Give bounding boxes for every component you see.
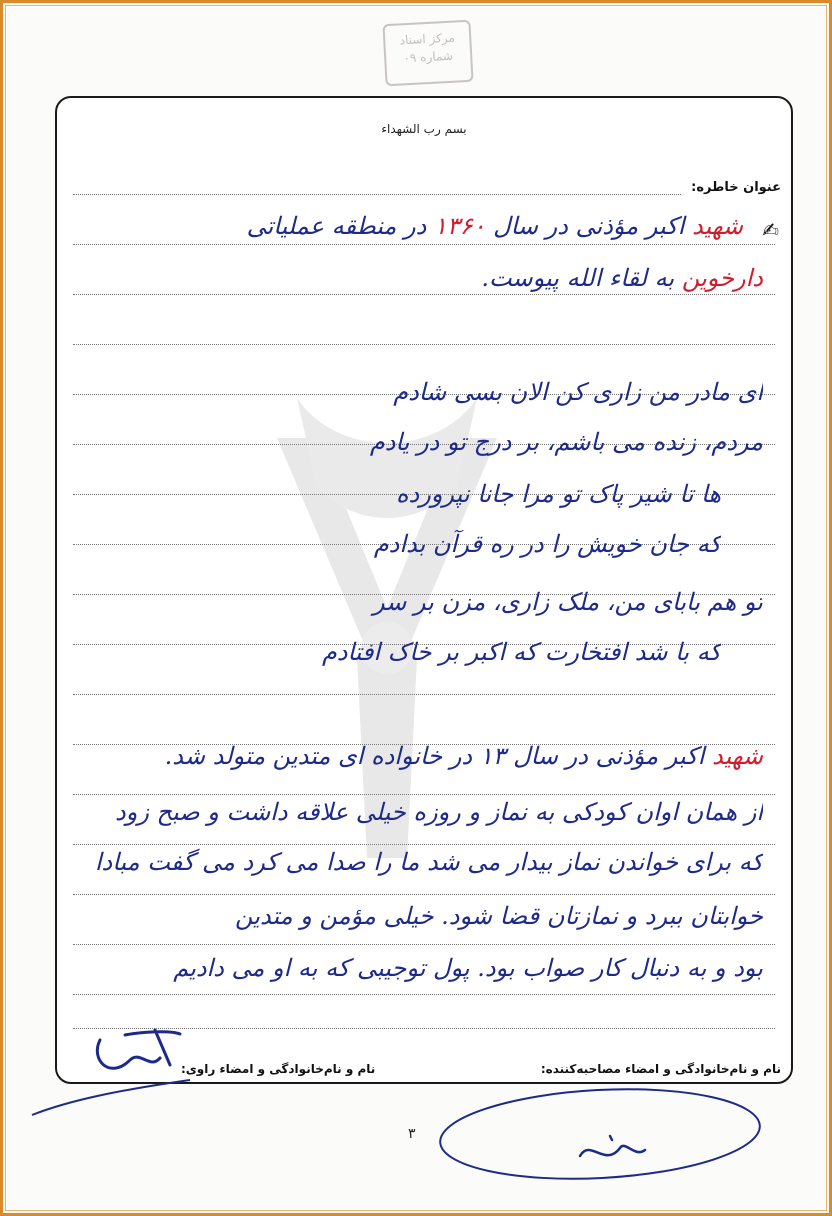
handwritten-text: به لقاء الله پیوست.: [481, 264, 682, 292]
ruled-line: [73, 794, 775, 795]
ruled-line: [73, 294, 775, 295]
handwritten-text: اکبر مؤذنی در سال: [485, 212, 692, 240]
title-rule: [73, 194, 681, 195]
handwritten-text: در منطقه عملیاتی: [246, 212, 434, 240]
ruled-line: [73, 344, 775, 345]
handwritten-line-7: تو هم بابای من، ملک زاری، مزن بر سر: [372, 588, 763, 616]
pencil-icon: ✍: [762, 218, 779, 242]
handwritten-line-8: که با شد افتخارت که اکبر بر خاک افتادم: [321, 638, 721, 666]
basmala-heading: بسم رب الشهداء: [381, 122, 467, 136]
ruled-line: [73, 244, 775, 245]
handwritten-text: اکبر مؤذنی در سال ۱۳ در خانواده ای متدین متولد شد.: [164, 742, 712, 770]
handwritten-word-martyr: شهید: [711, 742, 763, 770]
handwritten-line-9: [77, 742, 763, 770]
handwritten-word-martyr: شهید: [691, 212, 743, 240]
handwritten-line-10: از همان اوان کودکی به نماز و روزه خیلی علاقه داشت و صبح زود: [115, 798, 763, 826]
handwritten-line-6: که جان خویش را در ره قرآن بدادم: [373, 530, 721, 558]
handwritten-place: دارخوین: [681, 264, 763, 292]
page-number: ۳: [408, 1126, 416, 1142]
stamp-line-1: مرکز اسناد: [399, 30, 456, 48]
archive-stamp: [382, 20, 473, 87]
handwritten-line-11: که برای خواندن نماز بیدار می شد ما را صدا می کرد می گفت مبادا: [94, 848, 763, 876]
memoir-form-card: [55, 96, 793, 1084]
ruled-line: [73, 994, 775, 995]
handwritten-line-5: ها تا شیر پاک تو مرا جانا نپرورده: [395, 480, 721, 508]
handwritten-line-12: خوابتان ببرد و نمازتان قضا شود. خیلی مؤمن و متدین: [235, 902, 763, 930]
interviewer-signature-label: نام و نام‌خانوادگی و امضاء مصاحبه‌کننده:: [540, 1062, 781, 1076]
handwritten-line-1: [77, 212, 743, 240]
handwritten-year: ۱۳۶۰: [433, 212, 486, 240]
ruled-line: [73, 944, 775, 945]
handwritten-line-3: ای مادر من زاری کن الان بسی شادم: [393, 378, 763, 406]
ruled-line: [73, 694, 775, 695]
stamp-line-2: شماره ۰۹: [403, 48, 454, 66]
narrator-signature-label: نام و نام‌خانوادگی و امضاء راوی:: [181, 1062, 376, 1076]
handwritten-line-4: مردم، زنده می باشم، بر درج تو در یادم: [369, 428, 763, 456]
ruled-line: [73, 844, 775, 845]
interviewer-signature: [430, 1078, 770, 1190]
narrator-signature: [30, 1020, 200, 1130]
memoir-title-label: عنوان خاطره:: [691, 180, 781, 195]
handwritten-line-2: [77, 264, 763, 292]
ruled-line: [73, 894, 775, 895]
handwritten-line-13: بود و به دنبال کار صواب بود. پول توجیبی که به او می دادیم: [173, 954, 763, 982]
